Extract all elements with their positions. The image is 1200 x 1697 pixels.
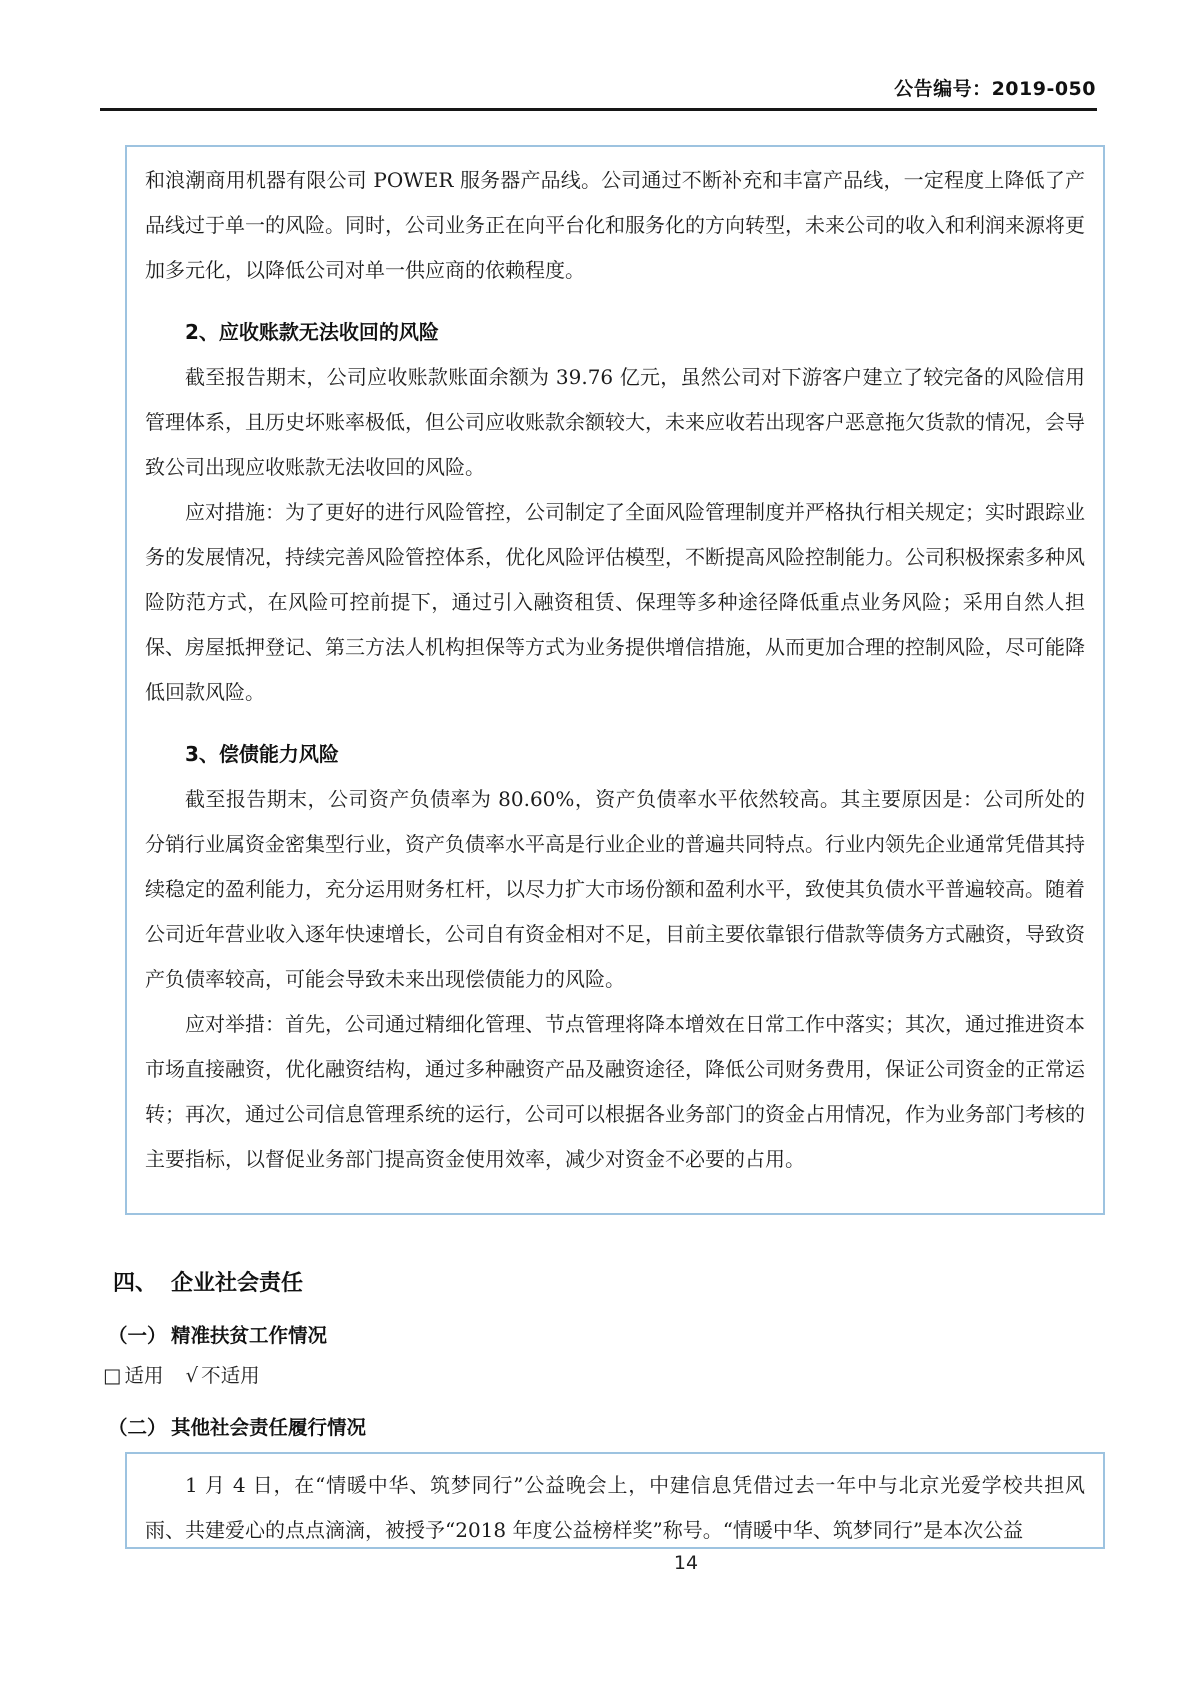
- risk-heading-solvency: 3、偿债能力风险: [185, 742, 339, 766]
- applicability-row: [103, 1360, 276, 1388]
- subsection-one-heading: [108, 1320, 327, 1348]
- solvency-measures-paragraph: 应对举措：首先，公司通过精细化管理、节点管理将降本增效在日常工作中落实；其次，通过推进资本市场直接融资，优化融资结构，通过多种融资产品及融资途径，降低公司财务费用，保证公司资金的正常运转；再次，通过公司信息管理系统的运行，公司可以根据各业务部门的资金占用情况，作为业务部门考核的主要指标，以督促业务部门提高资金使用效率，减少对资金不必要的占用。: [145, 1012, 1085, 1171]
- checkbox-empty-icon: □: [103, 1364, 122, 1387]
- section-four-title: 企业社会责任: [171, 1271, 304, 1296]
- receivables-risk-paragraph: 截至报告期末，公司应收账款账面余额为 39.76 亿元，虽然公司对下游客户建立了较完备的风险信用管理体系，且历史坏账率极低，但公司应收账款余额较大，未来应收若出现客户恶意拖欠货款的情况，会导致公司出现应收账款无法收回的风险。: [145, 365, 1085, 479]
- section-four-number: 四、: [113, 1271, 158, 1296]
- solvency-risk-paragraph: 截至报告期末，公司资产负债率为 80.60%，资产负债率水平依然较高。其主要原因是：公司所处的分销行业属资金密集型行业，资产负债率水平高是行业企业的普遍共同特点。行业内领先企业通常凭借其持续稳定的盈利能力，充分运用财务杠杆，以尽力扩大市场份额和盈利水平，致使其负债水平普遍较高。随着公司近年营业收入逐年快速增长，公司自有资金相对不足，目前主要依靠银行借款等债务方式融资，导致资产负债率较高，可能会导致未来出现偿债能力的风险。: [145, 787, 1085, 991]
- csr-activity-box: [125, 1452, 1105, 1549]
- receivables-measures-paragraph: 应对措施：为了更好的进行风险管控，公司制定了全面风险管理制度并严格执行相关规定；实时跟踪业务的发展情况，持续完善风险管控体系，优化风险评估模型，不断提高风险控制能力。公司积极探索多种风险防范方式，在风险可控前提下，通过引入融资租赁、保理等多种途径降低重点业务风险；采用自然人担保、房屋抵押登记、第三方法人机构担保等方式为业务提供增信措施，从而更加合理的控制风险，尽可能降低回款风险。: [145, 500, 1085, 704]
- subsection-two-number: （二）: [108, 1416, 167, 1439]
- risk-heading-receivables: 2、应收账款无法收回的风险: [185, 320, 439, 344]
- announcement-number: 公告编号：2019-050: [894, 78, 1096, 100]
- risk-disclosure-box: [125, 145, 1105, 1215]
- not-applicable-option: [186, 1364, 260, 1387]
- not-applicable-label: 不适用: [201, 1364, 260, 1387]
- subsection-one-number: （一）: [108, 1324, 167, 1347]
- page-number: 14: [673, 1552, 699, 1574]
- header-divider: [100, 108, 1097, 111]
- subsection-two-heading: [108, 1412, 366, 1440]
- applicable-label: 适用: [124, 1364, 164, 1387]
- risk-continuation-paragraph: 和浪潮商用机器有限公司 POWER 服务器产品线。公司通过不断补充和丰富产品线，一定程度上降低了产品线过于单一的风险。同时，公司业务正在向平台化和服务化的方向转型，未来公司的收入和利润来源将更加多元化，以降低公司对单一供应商的依赖程度。: [145, 168, 1085, 282]
- subsection-one-title: 精准扶贫工作情况: [171, 1324, 328, 1347]
- check-mark-icon: √: [185, 1364, 199, 1387]
- section-four-heading: [113, 1266, 303, 1297]
- applicable-option: [103, 1364, 170, 1387]
- csr-paragraph: 1 月 4 日，在“情暖中华、筑梦同行”公益晚会上，中建信息凭借过去一年中与北京光爱学校共担风雨、共建爱心的点点滴滴，被授予“2018 年度公益榜样奖”称号。“情暖中华、筑梦同行”是本次公益: [145, 1473, 1085, 1542]
- subsection-two-title: 其他社会责任履行情况: [171, 1416, 367, 1439]
